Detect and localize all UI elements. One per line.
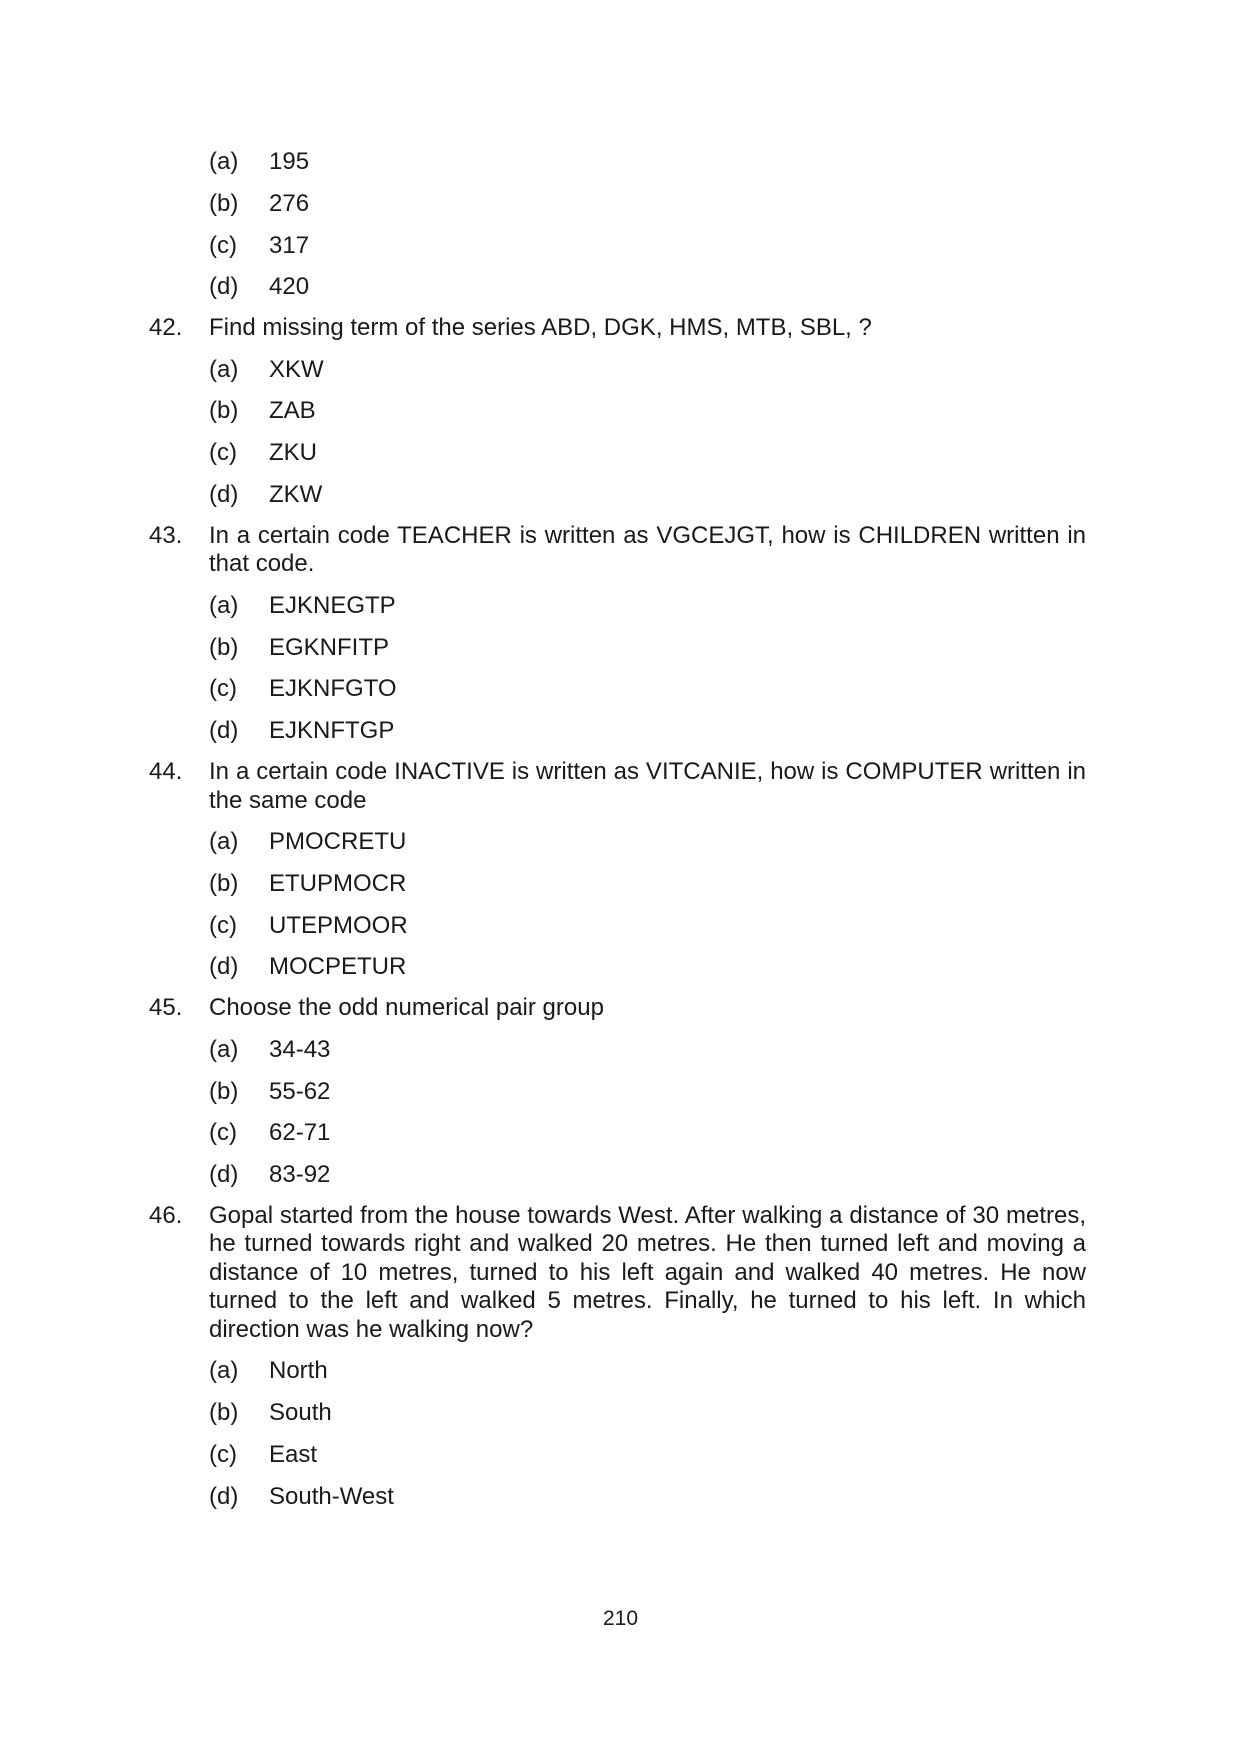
option-letter: (a) bbox=[209, 591, 239, 619]
option-letter: (a) bbox=[209, 1035, 239, 1063]
question-number: 42. bbox=[149, 314, 183, 342]
question-stem bbox=[149, 522, 1086, 579]
option-text: ZKU bbox=[269, 439, 317, 467]
option-text: 317 bbox=[269, 231, 310, 259]
option-text: EJKNEGTP bbox=[269, 591, 396, 619]
option-letter: (a) bbox=[209, 148, 239, 175]
question-number: 44. bbox=[149, 758, 183, 786]
option-item bbox=[149, 438, 1086, 480]
question-text: Find missing term of the series ABD, DGK, HMS, MTB, SBL, ? bbox=[209, 314, 872, 342]
page-number: 210 bbox=[602, 1607, 639, 1630]
question-stem bbox=[149, 758, 1086, 815]
option-letter: (c) bbox=[209, 231, 237, 259]
option-letter: (d) bbox=[209, 1482, 239, 1510]
option-letter: (a) bbox=[209, 828, 239, 856]
question-45-block bbox=[149, 994, 1086, 1202]
option-text: ZKW bbox=[269, 481, 323, 509]
option-letter: (b) bbox=[209, 869, 239, 897]
option-letter: (a) bbox=[209, 355, 239, 383]
option-item bbox=[149, 1160, 1086, 1202]
option-item bbox=[149, 911, 1086, 953]
question-page-content bbox=[149, 147, 1086, 1524]
option-letter: (d) bbox=[209, 717, 239, 745]
question-text: Gopal started from the house towards West. After walking a distance of 30 metres, he turned towards right and walked 20 metres. He then turned left and moving a distance of 10 metres, turned to his left again and walked 40 metres. He now turned to the left and walked 5 metres. Finally, he turned to his left. In which direction was he walking now? bbox=[209, 1201, 1086, 1343]
option-text: XKW bbox=[269, 355, 324, 383]
option-item bbox=[149, 480, 1086, 522]
question-44-block bbox=[149, 758, 1086, 994]
option-text: MOCPETUR bbox=[269, 953, 407, 981]
question-number: 43. bbox=[149, 521, 183, 549]
option-text: ZAB bbox=[269, 397, 316, 425]
option-item bbox=[149, 952, 1086, 994]
option-letter: (d) bbox=[209, 1161, 239, 1189]
option-item bbox=[149, 231, 1086, 273]
option-item bbox=[149, 396, 1086, 438]
question-text: In a certain code INACTIVE is written as VITCANIE, how is COMPUTER written in the same code bbox=[209, 758, 1086, 814]
question-43-block bbox=[149, 522, 1086, 758]
option-letter: (c) bbox=[209, 1441, 237, 1469]
option-letter: (b) bbox=[209, 1077, 239, 1105]
option-item bbox=[149, 1035, 1086, 1077]
option-text: 55-62 bbox=[269, 1077, 331, 1105]
option-text: 276 bbox=[269, 189, 310, 217]
option-letter: (b) bbox=[209, 397, 239, 425]
option-item bbox=[149, 1398, 1086, 1440]
option-text: PMOCRETU bbox=[269, 828, 407, 856]
option-text: North bbox=[269, 1357, 328, 1385]
option-letter: (d) bbox=[209, 273, 239, 301]
option-text: EGKNFITP bbox=[269, 633, 390, 661]
option-item bbox=[149, 716, 1086, 758]
question-text: Choose the odd numerical pair group bbox=[209, 994, 604, 1022]
option-letter: (b) bbox=[209, 633, 239, 661]
option-item bbox=[149, 272, 1086, 314]
leading-options bbox=[149, 147, 1086, 314]
option-letter: (c) bbox=[209, 1119, 237, 1147]
option-text: 34-43 bbox=[269, 1035, 331, 1063]
option-item bbox=[149, 827, 1086, 869]
option-item bbox=[149, 869, 1086, 911]
question-text: In a certain code TEACHER is written as VGCEJGT, how is CHILDREN written in that code. bbox=[209, 521, 1086, 578]
question-stem bbox=[149, 994, 1086, 1023]
question-stem bbox=[149, 314, 1086, 343]
option-item bbox=[149, 355, 1086, 397]
option-text: EJKNFTGP bbox=[269, 717, 395, 745]
option-letter: (b) bbox=[209, 189, 239, 217]
option-item bbox=[149, 189, 1086, 231]
option-letter: (b) bbox=[209, 1399, 239, 1427]
option-item bbox=[149, 1482, 1086, 1524]
option-text: 83-92 bbox=[269, 1161, 331, 1189]
option-text: 420 bbox=[269, 273, 310, 301]
option-item bbox=[149, 633, 1086, 675]
option-item bbox=[149, 674, 1086, 716]
question-number: 46. bbox=[149, 1201, 183, 1229]
option-text: 62-71 bbox=[269, 1119, 331, 1147]
option-item bbox=[149, 1440, 1086, 1482]
option-letter: (c) bbox=[209, 911, 237, 939]
option-text: South-West bbox=[269, 1482, 394, 1510]
question-42-block bbox=[149, 314, 1086, 522]
option-text: East bbox=[269, 1441, 318, 1469]
option-item bbox=[149, 1356, 1086, 1398]
option-text: South bbox=[269, 1399, 332, 1427]
option-letter: (d) bbox=[209, 481, 239, 509]
option-item bbox=[149, 591, 1086, 633]
option-text: UTEPMOOR bbox=[269, 911, 408, 939]
option-item bbox=[149, 1118, 1086, 1160]
option-letter: (c) bbox=[209, 675, 237, 703]
option-letter: (d) bbox=[209, 953, 239, 981]
question-stem bbox=[149, 1202, 1086, 1345]
option-item bbox=[149, 1077, 1086, 1119]
option-text: ETUPMOCR bbox=[269, 869, 407, 897]
option-letter: (c) bbox=[209, 439, 237, 467]
question-46-block bbox=[149, 1202, 1086, 1524]
question-number: 45. bbox=[149, 994, 183, 1022]
option-text: EJKNFGTO bbox=[269, 675, 397, 703]
option-item bbox=[149, 147, 1086, 189]
option-letter: (a) bbox=[209, 1357, 239, 1385]
option-text: 195 bbox=[269, 148, 310, 175]
